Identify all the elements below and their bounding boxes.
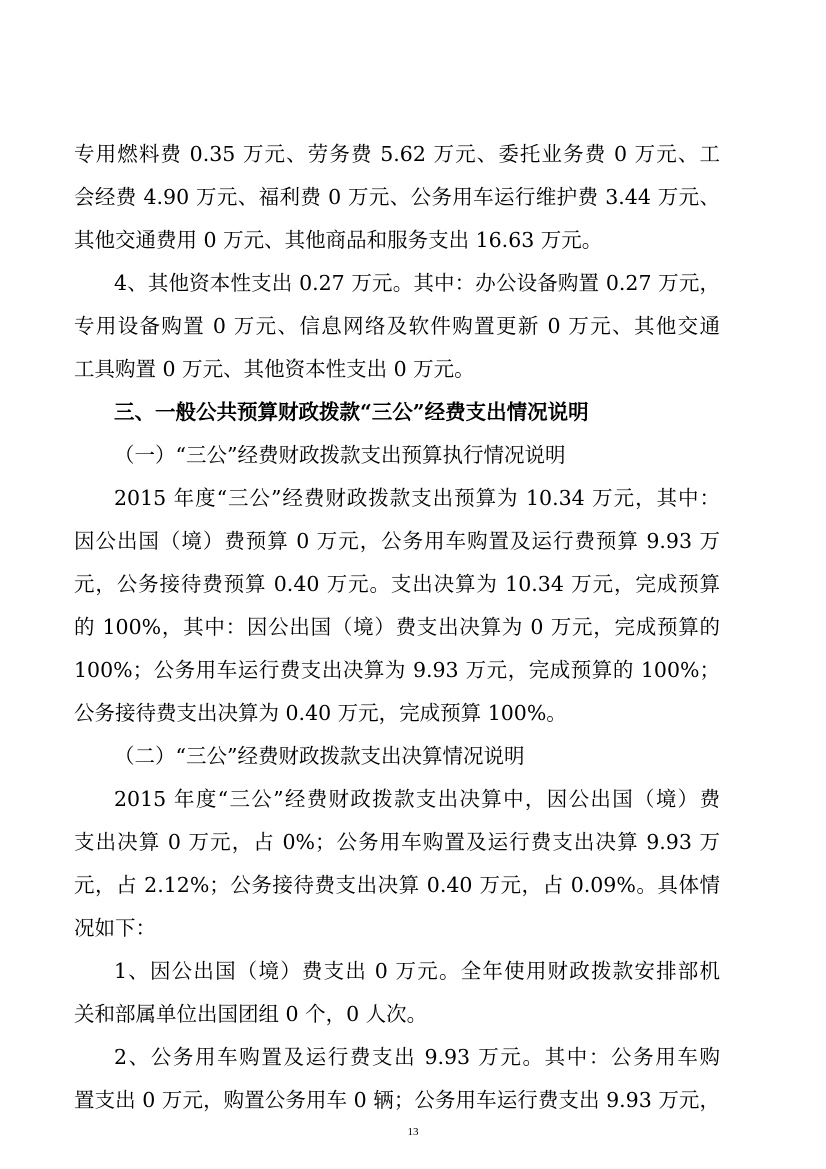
text-line: 会经费 4.90 万元、福利费 0 万元、公务用车运行维护费 3.44 万元、 [74, 185, 720, 209]
text-line: 专用设备购置 0 万元、信息网络及软件购置更新 0 万元、其他交通 [74, 314, 720, 338]
text-line: 2、公务用车购置及运行费支出 9.93 万元。其中：公务用车购 [114, 1045, 720, 1069]
text-line: 100%；公务用车运行费支出决算为 9.93 万元，完成预算的 100%； [74, 658, 720, 682]
text-line: 2015 年度“三公”经费财政拨款支出预算为 10.34 万元，其中： [114, 486, 720, 510]
text-line: 其他交通费用 0 万元、其他商品和服务支出 16.63 万元。 [74, 228, 603, 252]
section-heading: 三、一般公共预算财政拨款“三公”经费支出情况说明 [114, 400, 589, 424]
text-line: 1、因公出国（境）费支出 0 万元。全年使用财政拨款安排部机 [114, 959, 720, 983]
text-line: 工具购置 0 万元、其他资本性支出 0 万元。 [74, 357, 475, 381]
text-line: 公务接待费支出决算为 0.40 万元，完成预算 100%。 [74, 701, 567, 725]
text-line: 2015 年度“三公”经费财政拨款支出决算中，因公出国（境）费 [114, 787, 720, 811]
text-line: 置支出 0 万元，购置公务用车 0 辆；公务用车运行费支出 9.93 万元， [74, 1088, 720, 1112]
text-line: 关和部属单位出国团组 0 个，0 人次。 [74, 1002, 428, 1026]
subsection-heading: （二）“三公”经费财政拨款支出决算情况说明 [114, 744, 525, 768]
subsection-heading: （一）“三公”经费财政拨款支出预算执行情况说明 [114, 443, 566, 467]
text-line: 元，公务接待费预算 0.40 万元。支出决算为 10.34 万元，完成预算 [74, 572, 720, 596]
text-line: 元，占 2.12%；公务接待费支出决算 0.40 万元，占 0.09%。具体情 [74, 873, 720, 897]
page-number: 13 [407, 1126, 419, 1138]
text-line: 况如下： [74, 916, 156, 940]
text-line: 专用燃料费 0.35 万元、劳务费 5.62 万元、委托业务费 0 万元、工 [74, 142, 720, 166]
text-line: 4、其他资本性支出 0.27 万元。其中：办公设备购置 0.27 万元， [114, 271, 720, 295]
text-line: 支出决算 0 万元，占 0%；公务用车购置及运行费支出决算 9.93 万 [74, 830, 720, 854]
text-line: 因公出国（境）费预算 0 万元，公务用车购置及运行费预算 9.93 万 [74, 529, 720, 553]
text-line: 的 100%，其中：因公出国（境）费支出决算为 0 万元，完成预算的 [74, 615, 720, 639]
